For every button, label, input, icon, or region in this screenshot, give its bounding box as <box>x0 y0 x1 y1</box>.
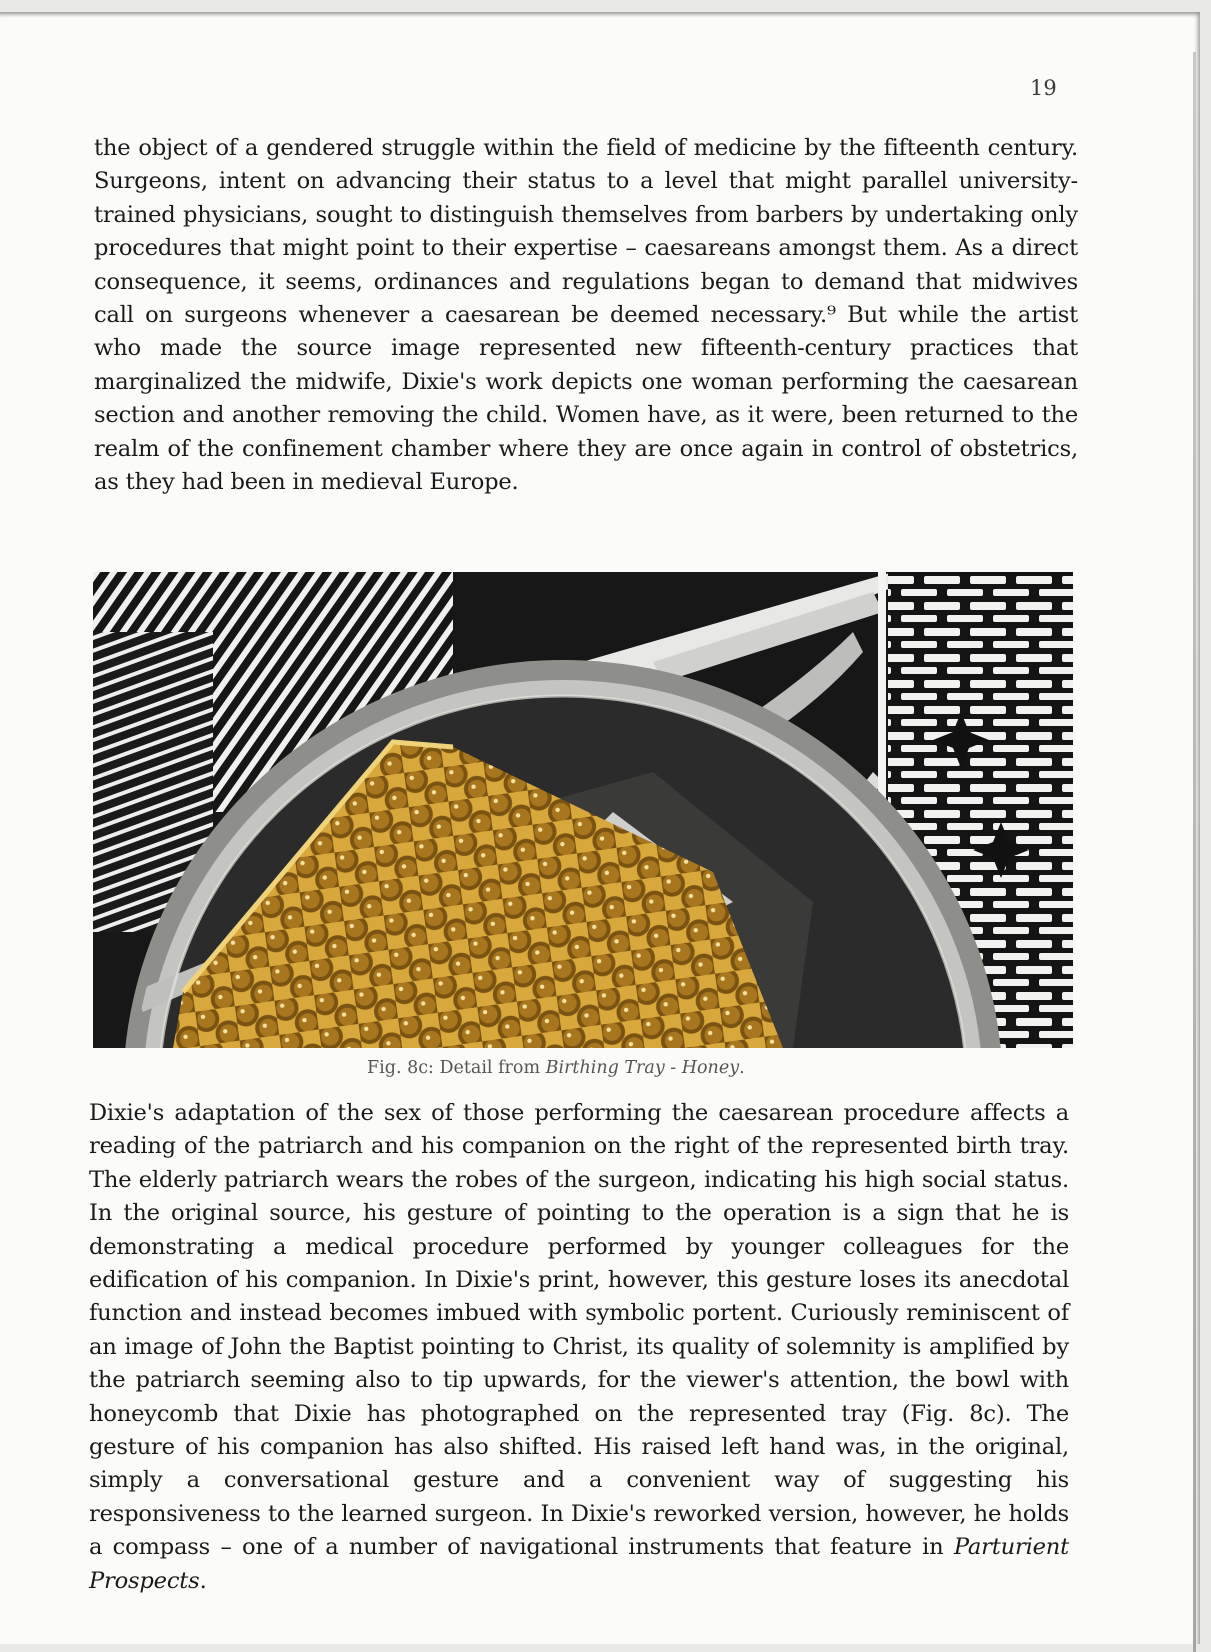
body-paragraph-2 <box>89 1097 1069 1598</box>
paragraph-2-text: Dixie's adaptation of the sex of those performing the caesarean procedure affects a reading of the patriarch and his companion on the right of the represented birth tray. The elderly patriarch wears the robes of the surgeon, indicating his high social status. In the original source, his gesture of pointing to the operation is a sign that he is demonstrating a medical procedure performed by younger colleagues for the edification of his companion. In Dixie's print, however, this gesture loses its anecdotal function and instead becomes imbued with symbolic portent. Curiously reminiscent of an image of John the Baptist pointing to Christ, its quality of solemnity is amplified by the patriarch seeming also to tip upwards, for the viewer's attention, the bowl with honeycomb that Dixie has photographed on the represented tray (Fig. 8c). The gesture of his companion has also shifted. His raised left hand was, in the original, simply a conversational gesture and a convenient way of suggesting his responsiveness to the learned surgeon. In Dixie's reworked version, however, he holds a compass – one of a number of navigational instruments that feature in <box>89 1100 1069 1561</box>
figure-8c-image <box>93 572 1073 1048</box>
paragraph-2-end: . <box>199 1567 207 1594</box>
caption-artwork-title: Birthing Tray - Honey <box>545 1058 740 1078</box>
body-paragraph-1: the object of a gendered struggle within the field of medicine by the fifteenth century. Surgeons, intent on advancing their status to a level that might parallel university-trained physicians, sought to distinguish themselves from barbers by undertaking only procedures that might point to their expertise – caesareans amongst them. As a direct consequence, it seems, ordinances and regulations began to demand that midwives call on surgeons whenever a caesarean be deemed necessary.⁹ But while the artist who made the source image represented new fifteenth-century practices that marginalized the midwife, Dixie's work depicts one woman performing the caesarean section and another removing the child. Women have, as it were, been returned to the realm of the confinement chamber where they are once again in control of obstetrics, as they had been in medieval Europe. <box>94 135 1078 496</box>
book-page <box>0 12 1200 1644</box>
caption-suffix: . <box>739 1058 745 1078</box>
page-number: 19 <box>1030 76 1057 100</box>
page-edge <box>1193 52 1196 1652</box>
caption-prefix: Fig. 8c: Detail from <box>367 1058 546 1078</box>
work-title: Parturient Prospects <box>89 1534 1069 1594</box>
honeycomb-print-illustration <box>93 572 1073 1048</box>
figure-caption <box>367 1058 745 1078</box>
